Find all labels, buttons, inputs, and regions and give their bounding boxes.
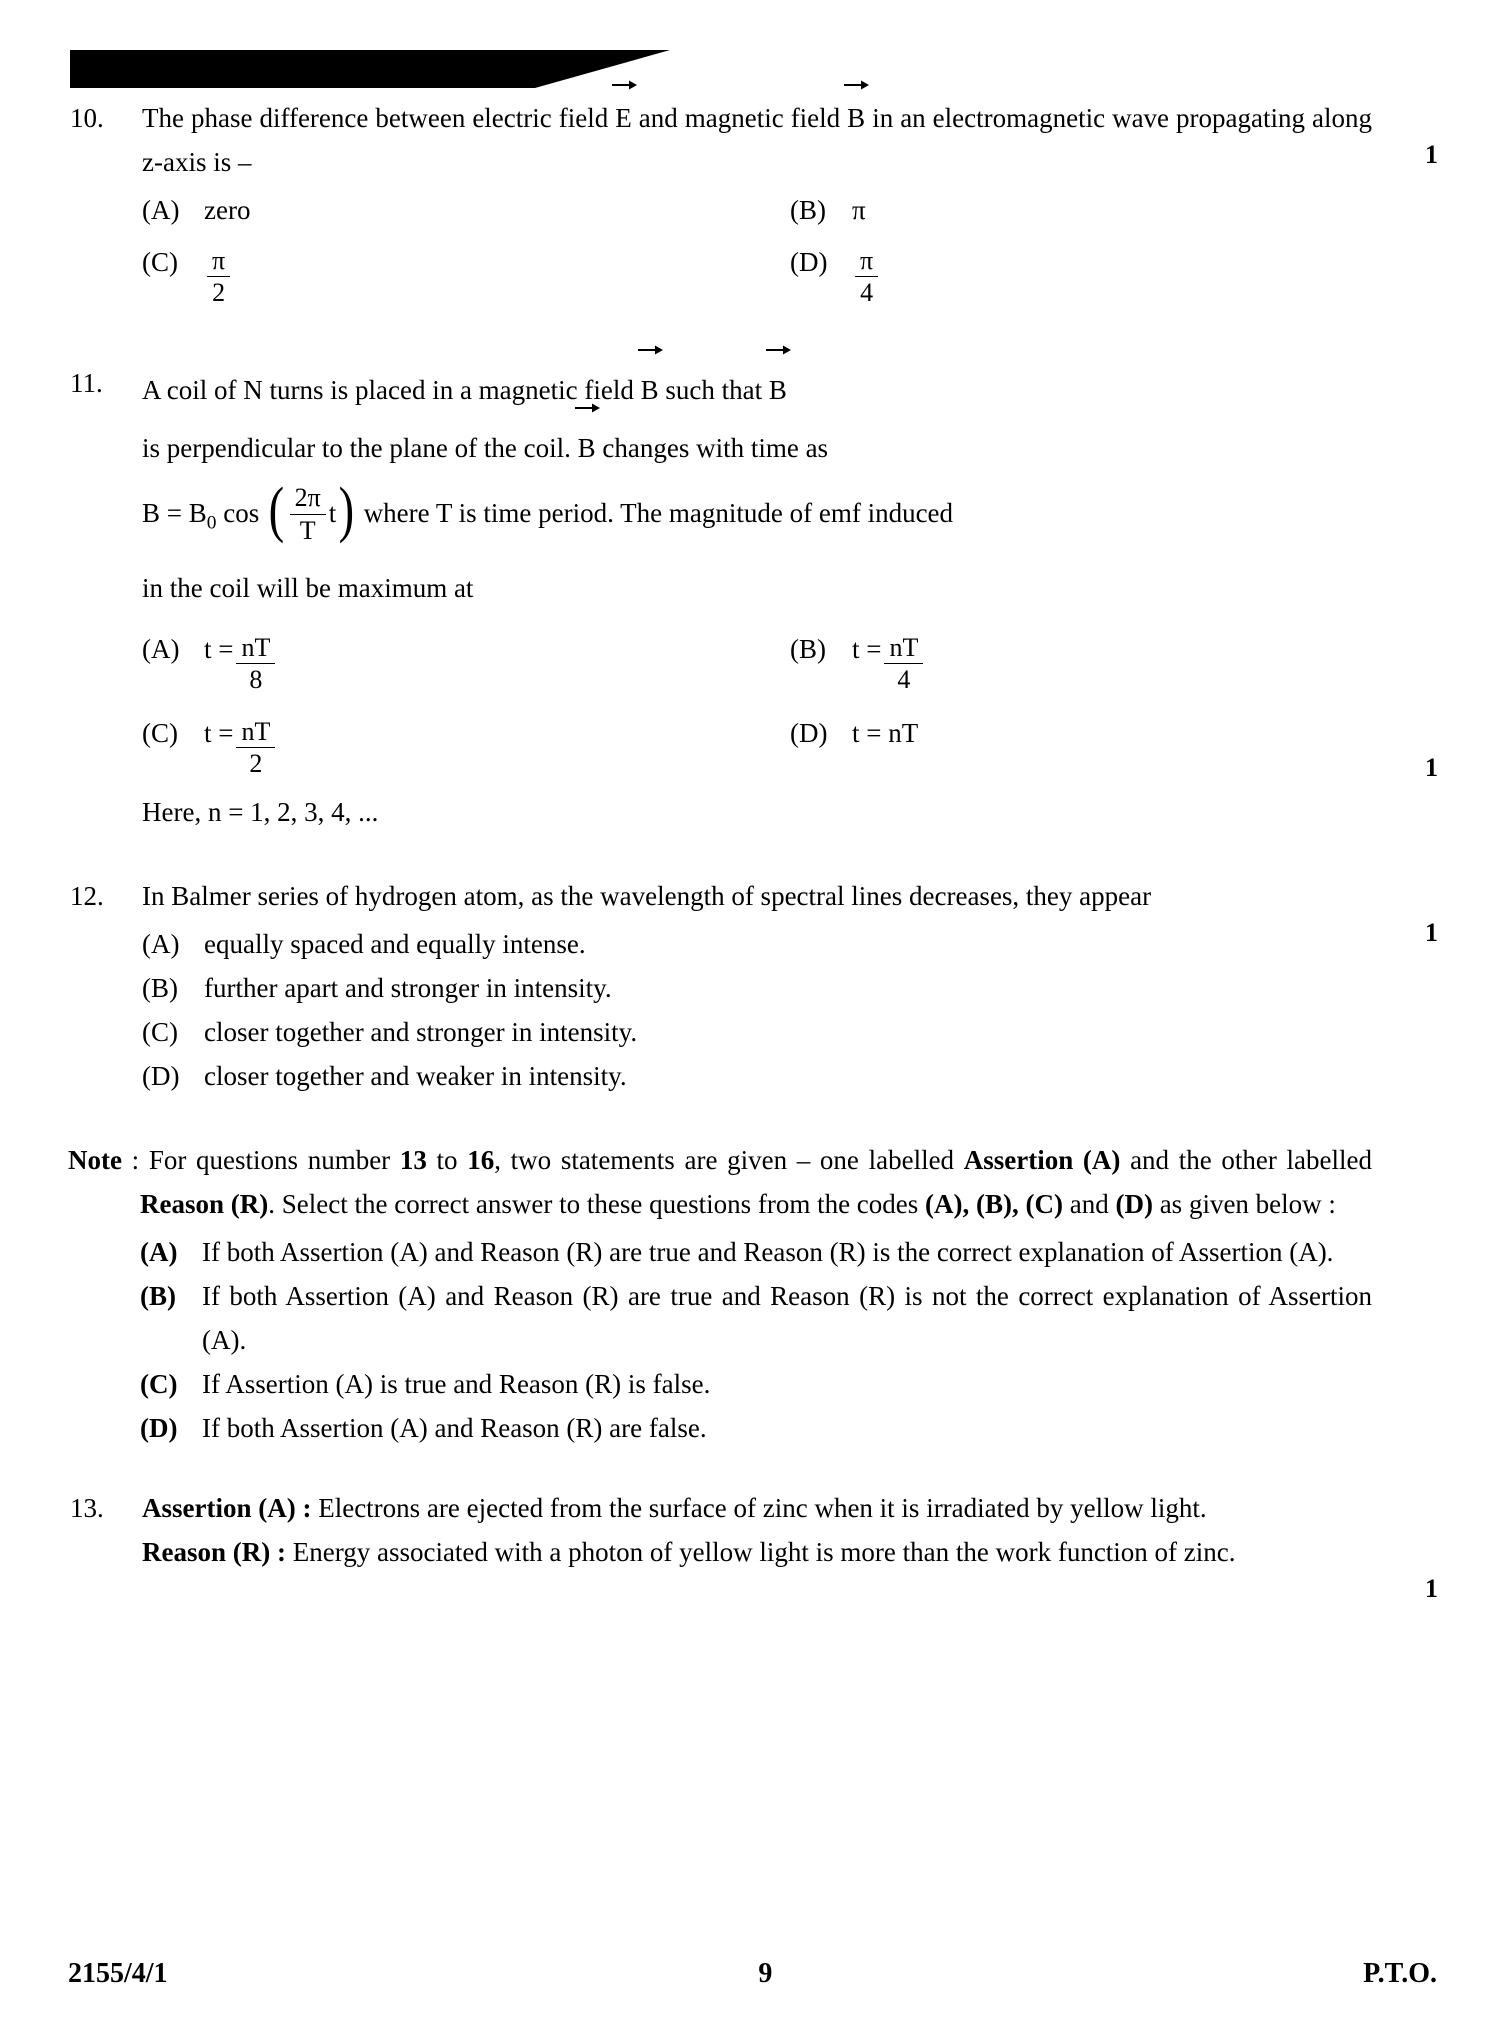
- q11-formula-cos: cos: [216, 498, 266, 529]
- option-b-fraction: [884, 633, 923, 694]
- option-b-label: (B): [142, 973, 178, 1004]
- question-11-footnote: Here, n = 1, 2, 3, 4, ...: [142, 797, 379, 828]
- note-option-c-label: (C): [140, 1369, 178, 1400]
- vector-E: [615, 96, 632, 140]
- assertion-label: Assertion (A) :: [142, 1493, 312, 1524]
- q11-frac-den: T: [299, 515, 316, 545]
- question-10-text-a: The phase difference between electric field: [142, 103, 616, 133]
- option-a-fraction: [236, 633, 275, 694]
- option-a-lead: t =: [204, 633, 234, 664]
- option-b-text: further apart and stronger in intensity.: [204, 973, 612, 1004]
- option-b-label: (B): [790, 195, 826, 225]
- vector-B-1-label: B: [640, 375, 659, 406]
- question-11-line-1: [142, 361, 1372, 419]
- option-d[interactable]: [142, 1054, 1438, 1098]
- option-b[interactable]: [790, 626, 1438, 696]
- option-d-denominator: 4: [860, 278, 874, 308]
- question-12-marks: 1: [1425, 918, 1438, 948]
- q11-frac-tail: t: [328, 498, 337, 529]
- option-a[interactable]: [142, 922, 1438, 966]
- note-part2: to: [426, 1145, 468, 1176]
- question-10-text-c: in an electromagnetic wave propagating along z-axis is –: [142, 103, 1372, 177]
- option-d[interactable]: [790, 710, 1438, 780]
- page-top-marker: [70, 50, 670, 88]
- page-number: 9: [758, 1958, 773, 1989]
- note-option-d[interactable]: [140, 1406, 1372, 1450]
- question-12-body: [142, 874, 1438, 1098]
- vector-B-2: [769, 361, 787, 419]
- note-option-a-text: If both Assertion (A) and Reason (R) are true and Reason (R) is the correct explanation of Assertion (A).: [202, 1237, 1334, 1268]
- option-c-denominator: 2: [212, 278, 226, 308]
- option-a[interactable]: [142, 626, 790, 696]
- vector-E-label: E: [615, 103, 632, 133]
- question-10-marks: 1: [1425, 140, 1438, 169]
- question-10-body: [142, 96, 1438, 309]
- note-part7: as given below :: [1152, 1189, 1336, 1220]
- vector-B-1: [641, 361, 659, 419]
- option-b-den: 4: [897, 664, 911, 694]
- option-c-fraction: [207, 246, 230, 307]
- note-text: [68, 1138, 1438, 1226]
- q11-frac-num: 2π: [290, 483, 326, 514]
- assertion-text: Electrons are ejected from the surface of zinc when it is irradiated by yellow light.: [311, 1493, 1207, 1524]
- question-13-body: [142, 1486, 1438, 1574]
- vector-B-3: [578, 419, 596, 477]
- q11-formula-after: where T is time period. The magnitude of emf induced: [356, 498, 954, 529]
- q11-l1b: such that: [658, 375, 769, 406]
- option-d[interactable]: [790, 240, 1438, 309]
- question-11: [68, 361, 1438, 834]
- option-c[interactable]: [142, 710, 790, 780]
- note-bold4: Reason (R): [140, 1189, 269, 1220]
- note-option-b-label: (B): [140, 1281, 176, 1312]
- question-10-number: 10.: [70, 103, 104, 133]
- question-13-number: 13.: [70, 1493, 104, 1524]
- option-a-num: nT: [236, 633, 275, 664]
- note-option-a[interactable]: [140, 1230, 1372, 1274]
- option-c-label: (C): [142, 1017, 178, 1048]
- option-c-text: closer together and stronger in intensity.: [204, 1017, 638, 1048]
- option-d-fraction: [855, 246, 878, 307]
- q11-l1a: A coil of N turns is placed in a magnetic field: [142, 375, 641, 406]
- note-option-b[interactable]: [140, 1274, 1372, 1362]
- q11-fraction: [290, 483, 326, 544]
- note-bold1: 13: [399, 1145, 427, 1176]
- question-11-options: [142, 626, 1438, 780]
- question-11-marks: 1: [1425, 753, 1438, 783]
- note-part1: : For questions number: [121, 1145, 400, 1176]
- note-part3: , two statements are given – one labelled: [494, 1145, 964, 1176]
- note-bold3: Assertion (A): [963, 1145, 1121, 1176]
- note-part5: . Select the correct answer to these questions from the codes: [268, 1189, 926, 1220]
- option-c-numerator: π: [207, 246, 230, 277]
- question-12-number: 12.: [70, 881, 104, 912]
- note-bold5: (A), (B), (C): [925, 1189, 1063, 1220]
- vector-B-2-label: B: [768, 375, 787, 406]
- option-b-text: π: [852, 195, 866, 225]
- question-12-text: In Balmer series of hydrogen atom, as the wavelength of spectral lines decreases, they appear: [142, 881, 1152, 912]
- option-c[interactable]: [142, 1010, 1438, 1054]
- note-option-d-text: If both Assertion (A) and Reason (R) are false.: [202, 1413, 707, 1444]
- q11-l2a: is perpendicular to the plane of the coil.: [142, 433, 578, 464]
- question-11-line-4: in the coil will be maximum at: [142, 572, 474, 603]
- vector-B-label: B: [847, 103, 866, 133]
- note-label: Note: [68, 1145, 122, 1176]
- question-10: [68, 96, 1438, 309]
- option-c-label: (C): [142, 247, 178, 277]
- option-b[interactable]: [142, 966, 1438, 1010]
- option-b[interactable]: [790, 188, 1438, 232]
- option-d-text: closer together and weaker in intensity.: [204, 1061, 627, 1092]
- note-part4: and the other labelled: [1120, 1145, 1372, 1176]
- note-option-c[interactable]: [140, 1362, 1372, 1406]
- q11-formula-sub: 0: [206, 512, 217, 534]
- question-13-assertion: [142, 1486, 1438, 1530]
- option-b-lead: t =: [852, 633, 882, 664]
- question-11-body: [142, 361, 1438, 834]
- q11-formula-lead: B = B: [142, 498, 207, 529]
- reason-text: Energy associated with a photon of yellow light is more than the work function of zinc.: [285, 1537, 1236, 1568]
- option-d-lead: t = nT: [852, 717, 919, 748]
- question-12-options: [142, 922, 1438, 1098]
- question-10-options: [142, 188, 1438, 309]
- question-12: [68, 874, 1438, 1098]
- option-c-den: 2: [249, 748, 263, 778]
- question-11-formula-line: $B = B_0$ cos ( $\frac{2\pi}{T}$ t) where T is time period. The magnitude of emf induced: [142, 476, 954, 545]
- option-a-text: zero: [204, 195, 251, 225]
- option-a-label: (A): [142, 195, 180, 225]
- option-c-lead: t =: [204, 717, 234, 748]
- assertion-reason-note: [68, 1138, 1438, 1450]
- question-13-reason: [142, 1530, 1438, 1574]
- pto-label: P.T.O.: [1363, 1958, 1437, 1989]
- q11-l2b: changes with time as: [595, 433, 829, 464]
- note-bold6: (D): [1115, 1189, 1153, 1220]
- note-option-b-text: If both Assertion (A) and Reason (R) are true and Reason (R) is not the correct explanation of Assertion (A).: [202, 1281, 1372, 1356]
- page-content: [68, 96, 1438, 1604]
- question-11-number: 11.: [70, 368, 103, 399]
- option-d-label: (D): [790, 247, 828, 277]
- note-option-c-text: If Assertion (A) is true and Reason (R) is false.: [202, 1369, 711, 1400]
- note-options: [68, 1230, 1438, 1450]
- option-d-label: (D): [142, 1061, 180, 1092]
- option-a-label: (A): [142, 633, 180, 664]
- note-bold2: 16: [467, 1145, 495, 1176]
- option-a-den: 8: [249, 664, 263, 694]
- question-10-text-b: and magnetic field: [631, 103, 848, 133]
- option-a[interactable]: [142, 188, 790, 232]
- note-part6: and: [1062, 1189, 1116, 1220]
- option-c[interactable]: [142, 240, 790, 309]
- page-footer: [68, 1958, 1437, 1990]
- option-a-text: equally spaced and equally intense.: [204, 929, 586, 960]
- paper-code: 2155/4/1: [68, 1958, 168, 1989]
- option-c-label: (C): [142, 717, 178, 748]
- question-13: [68, 1486, 1438, 1604]
- question-13-marks: 1: [1425, 1574, 1438, 1604]
- note-option-d-label: (D): [140, 1413, 178, 1444]
- note-option-a-label: (A): [140, 1237, 178, 1268]
- vector-B-3-label: B: [577, 433, 596, 464]
- option-b-num: nT: [884, 633, 923, 664]
- option-c-fraction: [236, 717, 275, 778]
- option-d-label: (D): [790, 717, 828, 748]
- option-a-label: (A): [142, 929, 180, 960]
- option-c-num: nT: [236, 717, 275, 748]
- reason-label: Reason (R) :: [142, 1537, 286, 1568]
- option-b-label: (B): [790, 633, 826, 664]
- vector-B: [847, 96, 865, 140]
- option-d-numerator: π: [855, 246, 878, 277]
- question-11-line-2: [142, 419, 1372, 477]
